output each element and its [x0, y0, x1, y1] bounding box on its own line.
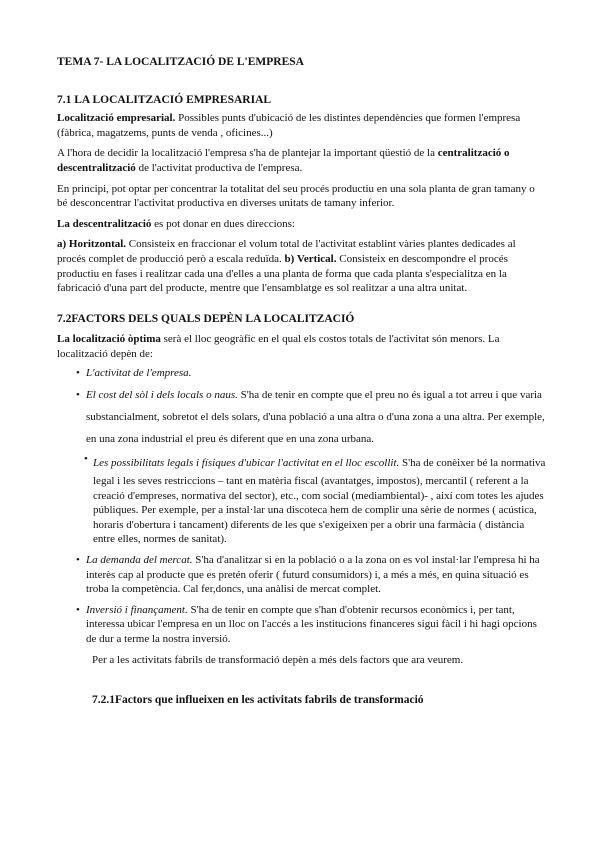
document-title: TEMA 7- LA LOCALITZACIÓ DE L'EMPRESA	[57, 56, 304, 68]
paragraph-text: Possibles punts d'ubicació de les distintes dependències que formen l'empresa (fàbrica, magatzems, punts de venda , oficines...)	[57, 112, 521, 139]
list-item	[57, 452, 547, 547]
paragraph-text: Consisteix en fraccionar el volum total de l'activitat establint vàries plantes dedicades al procés complet de producció però a escala reduïda.	[57, 238, 516, 265]
paragraph: En principi, pot optar per concentrar la totalitat del seu procés productiu en una sola planta de gran tamany o bé desconcentrar l'activitat productiva en diverses unitats de tamany inferior.	[57, 182, 535, 210]
section-heading: 7.2FACTORS DELS QUALS DEPÈN LA LOCALITZACIÓ	[57, 312, 355, 325]
factor-text: S'ha de tenir en compte que s'han d'obtenir recursos econòmics i, per tant, interessa ubicar l'empresa en un lloc on l'accés a les institucions financeres sigui fàcil i hi hagi opcions de dur a terme la nostra inversió.	[86, 603, 537, 646]
section-7-1	[57, 93, 547, 296]
paragraph-text: A l'hora de decidir la localització l'empresa s'ha de plantejar la important qüestió de la	[57, 147, 438, 160]
paragraph	[57, 217, 547, 232]
bold-term: a) Horitzontal.	[57, 238, 127, 251]
factor-text: S'ha d'analitzar si en la població o a la zona on es vol instal·lar l'empresa hi ha interès cap al producte que es pretén oferir ( futurd consumidors) i, a més a més, en quina situació es troba la competència. Cal fer,doncs, una anàlisi de mercat complet.	[86, 554, 540, 596]
bullet-icon: •	[76, 603, 80, 616]
bullet-icon: •	[76, 366, 80, 379]
factor-term: Inversió i finançament.	[86, 603, 188, 616]
section-7-2	[57, 312, 547, 668]
paragraph	[57, 332, 547, 361]
factor-term: La demanda del mercat.	[86, 554, 193, 567]
list-item	[57, 384, 547, 450]
factor-text: S'ha de tenir en compte que el preu no és igual a tot arreu i que varia substancialment, sobretot el dels solars, d'una població a una altra o d'una zona a una altra. Per exemple, en una zona industrial el preu és diferent que en una zona urbana.	[86, 389, 545, 446]
subsection-heading: 7.2.1Factors que influeixen en les activitats fabrils de transformació	[92, 694, 424, 707]
closing-paragraph: Per a les activitats fabrils de transformació depèn a més dels factors que ara veurem.	[92, 653, 464, 666]
section-heading: 7.1 LA LOCALITZACIÓ EMPRESARIAL	[57, 93, 272, 106]
bullet-icon: •	[84, 453, 88, 466]
bold-term: La localització òptima	[57, 333, 161, 346]
bold-term: Localització empresarial.	[57, 112, 176, 125]
list-item	[57, 366, 547, 381]
factor-term: L'activitat de l'empresa.	[86, 366, 192, 379]
paragraph-text: Consisteix en descompondre el procés productiu en fases i realitzar cada una d'elles a una planta de forma que cada planta s'especialitza en la fabricació d'una part del producte, mentre que l'ensamblatge es sol realitzar a una altra unitat.	[57, 252, 508, 295]
paragraph	[57, 146, 547, 175]
factor-text: S'ha de conèixer bé la normativa legal i les seves restriccions – tant en matèria fiscal (avantatges, impostos), mercantil ( referent a la creació d'empreses, normativa del sector), etc., com social (mediambiental)- , així com totes les ajudes públiques. Per exemple, per a instal·lar una discoteca hem de complir una sèrie de normes ( acústica, horaris d'obertura i tancament) diferents de les que s'exigeixen per a obrir una farmàcia ( distància entre elles, normes de sanitat).	[93, 457, 546, 546]
paragraph-text: serà el lloc geogràfic en el qual els costos totals de l'activitat són menors. La localització depèn de:	[57, 333, 500, 360]
list-item	[57, 603, 547, 647]
factor-list	[57, 366, 547, 647]
factor-term: El cost del sòl i dels locals o naus.	[86, 389, 238, 402]
factor-term: Les possibilitats legals i físiques d'ubicar l'activitat en el lloc escollit.	[93, 457, 400, 470]
paragraph-text: de l'activitat productiva de l'empresa.	[135, 161, 303, 174]
paragraph	[57, 237, 547, 295]
list-item	[57, 553, 547, 597]
paragraph-text: es pot donar en dues direccions:	[151, 217, 295, 230]
paragraph	[57, 111, 547, 140]
bullet-icon: •	[76, 554, 80, 567]
bold-term: b) Vertical.	[284, 252, 337, 265]
bold-term: La descentralització	[57, 217, 152, 230]
document-page	[57, 55, 547, 708]
bold-term: centralització o descentralització	[57, 147, 510, 174]
bullet-icon: •	[76, 389, 80, 402]
